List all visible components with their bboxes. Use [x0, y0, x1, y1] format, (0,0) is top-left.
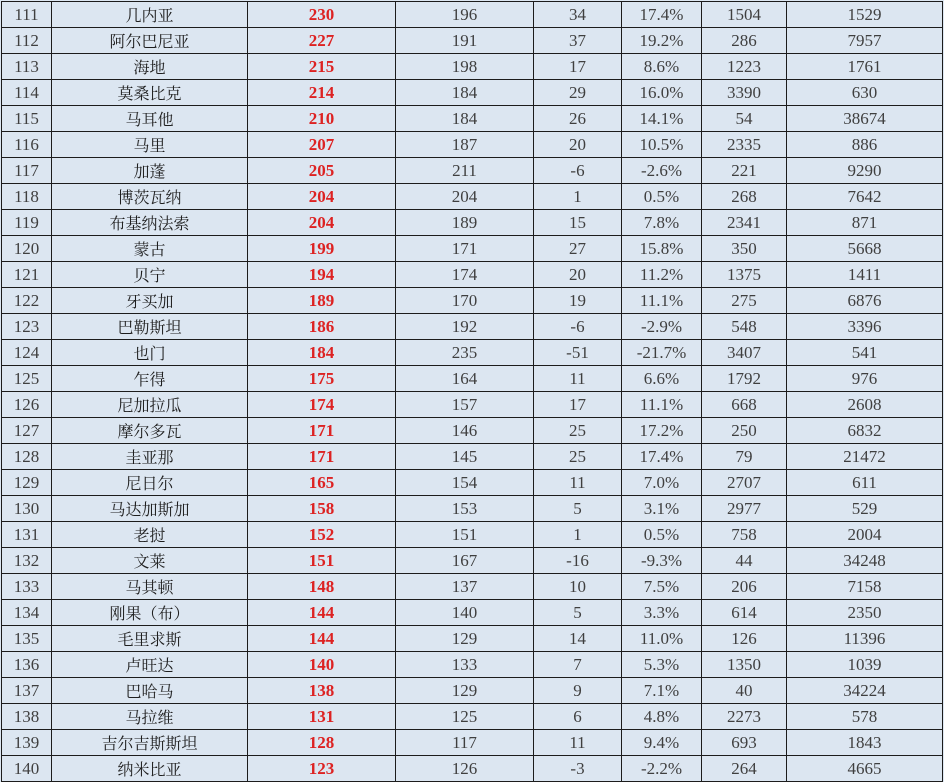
difference-cell[interactable]: -51	[534, 340, 622, 366]
value-a-cell[interactable]: 2335	[702, 132, 787, 158]
percent-change-cell[interactable]: 19.2%	[622, 28, 702, 54]
rank-cell[interactable]: 120	[2, 236, 52, 262]
table-row	[2, 366, 943, 392]
value-b-cell[interactable]: 1039	[787, 652, 943, 678]
percent-change-cell[interactable]: 3.3%	[622, 600, 702, 626]
rank-cell[interactable]: 113	[2, 54, 52, 80]
value-b-cell[interactable]: 11396	[787, 626, 943, 652]
difference-cell[interactable]: 20	[534, 262, 622, 288]
table-row	[2, 756, 943, 782]
percent-change-cell[interactable]: 9.4%	[622, 730, 702, 756]
current-value-cell[interactable]: 205	[248, 158, 396, 184]
rank-cell[interactable]: 133	[2, 574, 52, 600]
country-name-cell[interactable]: 尼日尔	[52, 470, 248, 496]
table-row	[2, 444, 943, 470]
difference-cell[interactable]: 17	[534, 392, 622, 418]
difference-cell[interactable]: 7	[534, 652, 622, 678]
percent-change-cell[interactable]: -21.7%	[622, 340, 702, 366]
percent-change-cell[interactable]: 7.1%	[622, 678, 702, 704]
table-row	[2, 704, 943, 730]
value-a-cell[interactable]: 1504	[702, 2, 787, 28]
percent-change-cell[interactable]: -2.9%	[622, 314, 702, 340]
rank-cell[interactable]: 112	[2, 28, 52, 54]
current-value-cell[interactable]: 152	[248, 522, 396, 548]
current-value-cell[interactable]: 186	[248, 314, 396, 340]
country-name-cell[interactable]: 毛里求斯	[52, 626, 248, 652]
country-name-cell[interactable]: 巴勒斯坦	[52, 314, 248, 340]
table-row	[2, 80, 943, 106]
rank-cell[interactable]: 115	[2, 106, 52, 132]
previous-value-cell[interactable]: 171	[396, 236, 534, 262]
difference-cell[interactable]: 17	[534, 54, 622, 80]
rank-cell[interactable]: 138	[2, 704, 52, 730]
current-value-cell[interactable]: 210	[248, 106, 396, 132]
country-name-cell[interactable]: 马拉维	[52, 704, 248, 730]
percent-change-cell[interactable]: -2.2%	[622, 756, 702, 782]
value-a-cell[interactable]: 693	[702, 730, 787, 756]
current-value-cell[interactable]: 204	[248, 210, 396, 236]
difference-cell[interactable]: 26	[534, 106, 622, 132]
value-a-cell[interactable]: 54	[702, 106, 787, 132]
difference-cell[interactable]: 19	[534, 288, 622, 314]
value-a-cell[interactable]: 548	[702, 314, 787, 340]
rank-cell[interactable]: 117	[2, 158, 52, 184]
rank-cell[interactable]: 129	[2, 470, 52, 496]
country-name-cell[interactable]: 布基纳法索	[52, 210, 248, 236]
rank-cell[interactable]: 118	[2, 184, 52, 210]
rank-cell[interactable]: 137	[2, 678, 52, 704]
table-row	[2, 678, 943, 704]
current-value-cell[interactable]: 189	[248, 288, 396, 314]
value-a-cell[interactable]: 350	[702, 236, 787, 262]
previous-value-cell[interactable]: 198	[396, 54, 534, 80]
country-name-cell[interactable]: 摩尔多瓦	[52, 418, 248, 444]
difference-cell[interactable]: 25	[534, 418, 622, 444]
percent-change-cell[interactable]: 6.6%	[622, 366, 702, 392]
table-row	[2, 600, 943, 626]
difference-cell[interactable]: 15	[534, 210, 622, 236]
current-value-cell[interactable]: 144	[248, 626, 396, 652]
value-a-cell[interactable]: 3407	[702, 340, 787, 366]
previous-value-cell[interactable]: 137	[396, 574, 534, 600]
country-name-cell[interactable]: 加蓬	[52, 158, 248, 184]
rank-cell[interactable]: 111	[2, 2, 52, 28]
value-b-cell[interactable]: 541	[787, 340, 943, 366]
table-row	[2, 418, 943, 444]
value-b-cell[interactable]: 7158	[787, 574, 943, 600]
value-b-cell[interactable]: 1761	[787, 54, 943, 80]
value-a-cell[interactable]: 275	[702, 288, 787, 314]
percent-change-cell[interactable]: -2.6%	[622, 158, 702, 184]
rank-cell[interactable]: 122	[2, 288, 52, 314]
previous-value-cell[interactable]: 204	[396, 184, 534, 210]
value-b-cell[interactable]: 529	[787, 496, 943, 522]
value-a-cell[interactable]: 2273	[702, 704, 787, 730]
value-b-cell[interactable]: 6876	[787, 288, 943, 314]
percent-change-cell[interactable]: 7.5%	[622, 574, 702, 600]
previous-value-cell[interactable]: 157	[396, 392, 534, 418]
table-row	[2, 54, 943, 80]
current-value-cell[interactable]: 214	[248, 80, 396, 106]
table-row	[2, 522, 943, 548]
table-row	[2, 210, 943, 236]
table-row	[2, 28, 943, 54]
value-a-cell[interactable]: 2341	[702, 210, 787, 236]
previous-value-cell[interactable]: 153	[396, 496, 534, 522]
country-name-cell[interactable]: 蒙古	[52, 236, 248, 262]
country-name-cell[interactable]: 乍得	[52, 366, 248, 392]
country-name-cell[interactable]: 博茨瓦纳	[52, 184, 248, 210]
previous-value-cell[interactable]: 192	[396, 314, 534, 340]
table-row	[2, 496, 943, 522]
percent-change-cell[interactable]: 14.1%	[622, 106, 702, 132]
difference-cell[interactable]: 9	[534, 678, 622, 704]
difference-cell[interactable]: 10	[534, 574, 622, 600]
difference-cell[interactable]: 11	[534, 730, 622, 756]
percent-change-cell[interactable]: 3.1%	[622, 496, 702, 522]
percent-change-cell[interactable]: 8.6%	[622, 54, 702, 80]
current-value-cell[interactable]: 140	[248, 652, 396, 678]
value-a-cell[interactable]: 40	[702, 678, 787, 704]
percent-change-cell[interactable]: 17.2%	[622, 418, 702, 444]
difference-cell[interactable]: 14	[534, 626, 622, 652]
table-row	[2, 574, 943, 600]
value-b-cell[interactable]: 886	[787, 132, 943, 158]
table-row	[2, 236, 943, 262]
table-row	[2, 340, 943, 366]
value-a-cell[interactable]: 286	[702, 28, 787, 54]
previous-value-cell[interactable]: 140	[396, 600, 534, 626]
rank-cell[interactable]: 135	[2, 626, 52, 652]
difference-cell[interactable]: -16	[534, 548, 622, 574]
rank-cell[interactable]: 125	[2, 366, 52, 392]
value-a-cell[interactable]: 2707	[702, 470, 787, 496]
percent-change-cell[interactable]: 0.5%	[622, 522, 702, 548]
value-b-cell[interactable]: 2350	[787, 600, 943, 626]
value-b-cell[interactable]: 6832	[787, 418, 943, 444]
country-name-cell[interactable]: 马耳他	[52, 106, 248, 132]
difference-cell[interactable]: 25	[534, 444, 622, 470]
value-b-cell[interactable]: 1411	[787, 262, 943, 288]
previous-value-cell[interactable]: 126	[396, 756, 534, 782]
difference-cell[interactable]: 37	[534, 28, 622, 54]
current-value-cell[interactable]: 207	[248, 132, 396, 158]
percent-change-cell[interactable]: 17.4%	[622, 2, 702, 28]
previous-value-cell[interactable]: 154	[396, 470, 534, 496]
percent-change-cell[interactable]: 7.8%	[622, 210, 702, 236]
value-a-cell[interactable]: 44	[702, 548, 787, 574]
current-value-cell[interactable]: 230	[248, 2, 396, 28]
percent-change-cell[interactable]: 7.0%	[622, 470, 702, 496]
current-value-cell[interactable]: 175	[248, 366, 396, 392]
previous-value-cell[interactable]: 189	[396, 210, 534, 236]
value-b-cell[interactable]: 2004	[787, 522, 943, 548]
current-value-cell[interactable]: 151	[248, 548, 396, 574]
current-value-cell[interactable]: 131	[248, 704, 396, 730]
country-name-cell[interactable]: 几内亚	[52, 2, 248, 28]
table-row	[2, 184, 943, 210]
value-b-cell[interactable]: 1529	[787, 2, 943, 28]
country-name-cell[interactable]: 也门	[52, 340, 248, 366]
rank-cell[interactable]: 123	[2, 314, 52, 340]
difference-cell[interactable]: 5	[534, 496, 622, 522]
value-b-cell[interactable]: 21472	[787, 444, 943, 470]
country-name-cell[interactable]: 马达加斯加	[52, 496, 248, 522]
percent-change-cell[interactable]: 10.5%	[622, 132, 702, 158]
value-b-cell[interactable]: 1843	[787, 730, 943, 756]
value-b-cell[interactable]: 4665	[787, 756, 943, 782]
current-value-cell[interactable]: 148	[248, 574, 396, 600]
previous-value-cell[interactable]: 235	[396, 340, 534, 366]
country-name-cell[interactable]: 牙买加	[52, 288, 248, 314]
country-name-cell[interactable]: 阿尔巴尼亚	[52, 28, 248, 54]
previous-value-cell[interactable]: 164	[396, 366, 534, 392]
difference-cell[interactable]: 11	[534, 470, 622, 496]
country-name-cell[interactable]: 纳米比亚	[52, 756, 248, 782]
current-value-cell[interactable]: 174	[248, 392, 396, 418]
value-a-cell[interactable]: 668	[702, 392, 787, 418]
rank-cell[interactable]: 130	[2, 496, 52, 522]
value-b-cell[interactable]: 38674	[787, 106, 943, 132]
previous-value-cell[interactable]: 170	[396, 288, 534, 314]
rank-cell[interactable]: 119	[2, 210, 52, 236]
value-a-cell[interactable]: 1792	[702, 366, 787, 392]
country-name-cell[interactable]: 圭亚那	[52, 444, 248, 470]
rank-cell[interactable]: 139	[2, 730, 52, 756]
table-row	[2, 392, 943, 418]
country-name-cell[interactable]: 尼加拉瓜	[52, 392, 248, 418]
previous-value-cell[interactable]: 129	[396, 626, 534, 652]
table-row	[2, 288, 943, 314]
value-a-cell[interactable]: 264	[702, 756, 787, 782]
previous-value-cell[interactable]: 129	[396, 678, 534, 704]
percent-change-cell[interactable]: 5.3%	[622, 652, 702, 678]
previous-value-cell[interactable]: 145	[396, 444, 534, 470]
current-value-cell[interactable]: 215	[248, 54, 396, 80]
rank-cell[interactable]: 124	[2, 340, 52, 366]
value-b-cell[interactable]: 611	[787, 470, 943, 496]
value-b-cell[interactable]: 7957	[787, 28, 943, 54]
country-stats-table	[1, 1, 943, 782]
table-row	[2, 470, 943, 496]
value-b-cell[interactable]: 34248	[787, 548, 943, 574]
table-row	[2, 158, 943, 184]
difference-cell[interactable]: 1	[534, 184, 622, 210]
table-row	[2, 652, 943, 678]
difference-cell[interactable]: -3	[534, 756, 622, 782]
value-a-cell[interactable]: 614	[702, 600, 787, 626]
value-a-cell[interactable]: 79	[702, 444, 787, 470]
value-a-cell[interactable]: 268	[702, 184, 787, 210]
country-name-cell[interactable]: 贝宁	[52, 262, 248, 288]
difference-cell[interactable]: -6	[534, 158, 622, 184]
previous-value-cell[interactable]: 196	[396, 2, 534, 28]
value-b-cell[interactable]: 3396	[787, 314, 943, 340]
difference-cell[interactable]: 29	[534, 80, 622, 106]
table-row	[2, 314, 943, 340]
country-name-cell[interactable]: 文莱	[52, 548, 248, 574]
rank-cell[interactable]: 134	[2, 600, 52, 626]
value-b-cell[interactable]: 630	[787, 80, 943, 106]
country-name-cell[interactable]: 莫桑比克	[52, 80, 248, 106]
value-a-cell[interactable]: 1375	[702, 262, 787, 288]
rank-cell[interactable]: 140	[2, 756, 52, 782]
value-b-cell[interactable]: 578	[787, 704, 943, 730]
previous-value-cell[interactable]: 184	[396, 106, 534, 132]
rank-cell[interactable]: 127	[2, 418, 52, 444]
rank-cell[interactable]: 116	[2, 132, 52, 158]
previous-value-cell[interactable]: 211	[396, 158, 534, 184]
table-row	[2, 730, 943, 756]
rank-cell[interactable]: 121	[2, 262, 52, 288]
value-a-cell[interactable]: 758	[702, 522, 787, 548]
previous-value-cell[interactable]: 151	[396, 522, 534, 548]
table-row	[2, 106, 943, 132]
value-a-cell[interactable]: 1350	[702, 652, 787, 678]
percent-change-cell[interactable]: 11.1%	[622, 288, 702, 314]
current-value-cell[interactable]: 184	[248, 340, 396, 366]
value-b-cell[interactable]: 7642	[787, 184, 943, 210]
difference-cell[interactable]: 27	[534, 236, 622, 262]
value-a-cell[interactable]: 3390	[702, 80, 787, 106]
rank-cell[interactable]: 114	[2, 80, 52, 106]
current-value-cell[interactable]: 171	[248, 418, 396, 444]
previous-value-cell[interactable]: 146	[396, 418, 534, 444]
country-name-cell[interactable]: 巴哈马	[52, 678, 248, 704]
value-a-cell[interactable]: 126	[702, 626, 787, 652]
previous-value-cell[interactable]: 167	[396, 548, 534, 574]
rank-cell[interactable]: 128	[2, 444, 52, 470]
country-name-cell[interactable]: 老挝	[52, 522, 248, 548]
table-row	[2, 132, 943, 158]
current-value-cell[interactable]: 199	[248, 236, 396, 262]
rank-cell[interactable]: 131	[2, 522, 52, 548]
country-name-cell[interactable]: 马里	[52, 132, 248, 158]
current-value-cell[interactable]: 171	[248, 444, 396, 470]
value-b-cell[interactable]: 871	[787, 210, 943, 236]
difference-cell[interactable]: 34	[534, 2, 622, 28]
current-value-cell[interactable]: 227	[248, 28, 396, 54]
rank-cell[interactable]: 126	[2, 392, 52, 418]
table-body	[2, 2, 943, 782]
value-a-cell[interactable]: 250	[702, 418, 787, 444]
value-a-cell[interactable]: 2977	[702, 496, 787, 522]
percent-change-cell[interactable]: 0.5%	[622, 184, 702, 210]
percent-change-cell[interactable]: 16.0%	[622, 80, 702, 106]
current-value-cell[interactable]: 158	[248, 496, 396, 522]
table-row	[2, 2, 943, 28]
value-b-cell[interactable]: 34224	[787, 678, 943, 704]
difference-cell[interactable]: 6	[534, 704, 622, 730]
value-b-cell[interactable]: 2608	[787, 392, 943, 418]
current-value-cell[interactable]: 144	[248, 600, 396, 626]
country-name-cell[interactable]: 卢旺达	[52, 652, 248, 678]
spreadsheet-region	[1, 1, 943, 782]
table-row	[2, 626, 943, 652]
country-name-cell[interactable]: 吉尔吉斯斯坦	[52, 730, 248, 756]
difference-cell[interactable]: 1	[534, 522, 622, 548]
value-a-cell[interactable]: 206	[702, 574, 787, 600]
current-value-cell[interactable]: 123	[248, 756, 396, 782]
current-value-cell[interactable]: 165	[248, 470, 396, 496]
value-b-cell[interactable]: 9290	[787, 158, 943, 184]
percent-change-cell[interactable]: 11.1%	[622, 392, 702, 418]
percent-change-cell[interactable]: 4.8%	[622, 704, 702, 730]
difference-cell[interactable]: 11	[534, 366, 622, 392]
country-name-cell[interactable]: 刚果（布）	[52, 600, 248, 626]
percent-change-cell[interactable]: 11.0%	[622, 626, 702, 652]
percent-change-cell[interactable]: 11.2%	[622, 262, 702, 288]
country-name-cell[interactable]: 海地	[52, 54, 248, 80]
value-a-cell[interactable]: 1223	[702, 54, 787, 80]
difference-cell[interactable]: 5	[534, 600, 622, 626]
previous-value-cell[interactable]: 117	[396, 730, 534, 756]
previous-value-cell[interactable]: 133	[396, 652, 534, 678]
previous-value-cell[interactable]: 187	[396, 132, 534, 158]
percent-change-cell[interactable]: -9.3%	[622, 548, 702, 574]
rank-cell[interactable]: 132	[2, 548, 52, 574]
table-row	[2, 262, 943, 288]
value-a-cell[interactable]: 221	[702, 158, 787, 184]
previous-value-cell[interactable]: 174	[396, 262, 534, 288]
previous-value-cell[interactable]: 191	[396, 28, 534, 54]
table-row	[2, 548, 943, 574]
current-value-cell[interactable]: 194	[248, 262, 396, 288]
percent-change-cell[interactable]: 17.4%	[622, 444, 702, 470]
rank-cell[interactable]: 136	[2, 652, 52, 678]
difference-cell[interactable]: -6	[534, 314, 622, 340]
current-value-cell[interactable]: 138	[248, 678, 396, 704]
previous-value-cell[interactable]: 125	[396, 704, 534, 730]
value-b-cell[interactable]: 5668	[787, 236, 943, 262]
country-name-cell[interactable]: 马其顿	[52, 574, 248, 600]
previous-value-cell[interactable]: 184	[396, 80, 534, 106]
current-value-cell[interactable]: 128	[248, 730, 396, 756]
difference-cell[interactable]: 20	[534, 132, 622, 158]
current-value-cell[interactable]: 204	[248, 184, 396, 210]
percent-change-cell[interactable]: 15.8%	[622, 236, 702, 262]
value-b-cell[interactable]: 976	[787, 366, 943, 392]
